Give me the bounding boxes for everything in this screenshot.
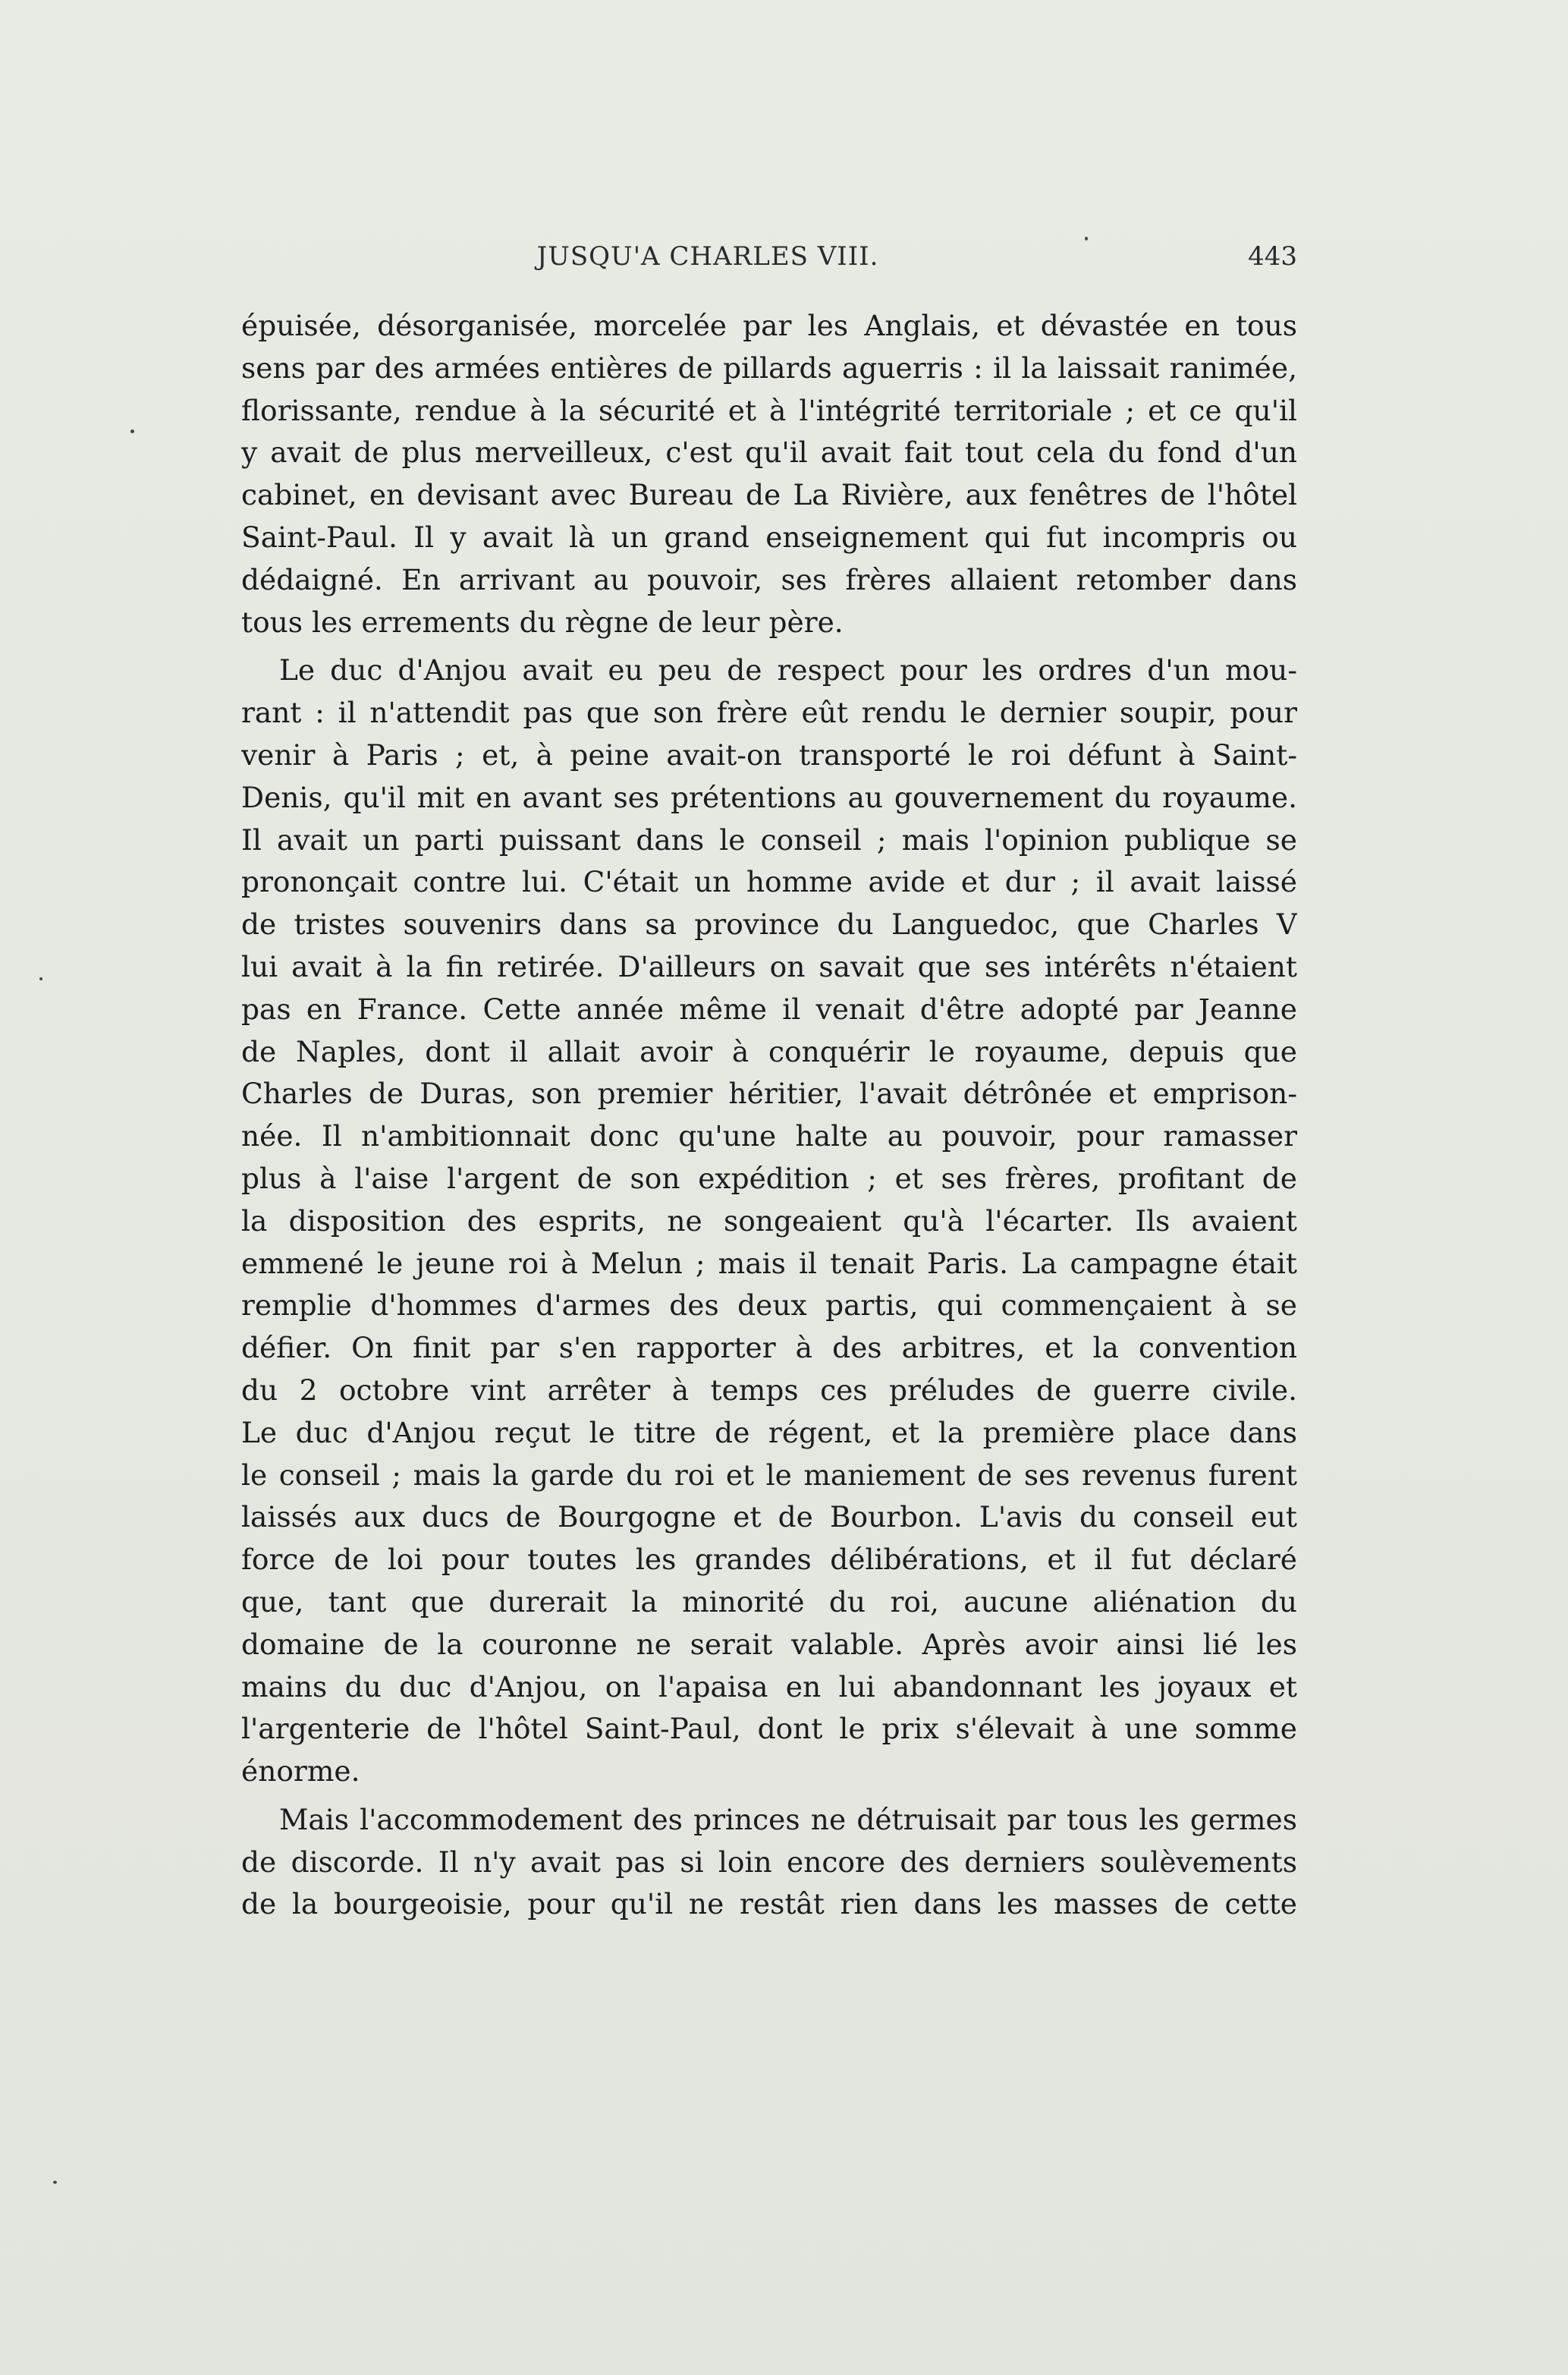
text-line: remplie d'hommes d'armes des deux partis, qui commençaient à se: [241, 1288, 1297, 1323]
text-line: défier. On finit par s'en rapporter à des arbitres, et la convention: [241, 1331, 1297, 1365]
text-line: Denis, qu'il mit en avant ses prétentions au gouvernement du royaume.: [241, 780, 1297, 814]
page-header: [241, 241, 1297, 279]
text-line: Le duc d'Anjou reçut le titre de régent, et la première place dans: [241, 1415, 1297, 1449]
text-line: de la bourgeoisie, pour qu'il ne restât rien dans les masses de cette: [241, 1887, 1297, 1921]
text-line: née. Il n'ambitionnait donc qu'une halte au pouvoir, pour ramasser: [241, 1119, 1297, 1153]
text-line: rant : il n'attendit pas que son frère eût rendu le dernier soupir, pour: [241, 696, 1297, 730]
text-line: la disposition des esprits, ne songeaient qu'à l'écarter. Ils avaient: [241, 1203, 1297, 1238]
text-line: l'argenterie de l'hôtel Saint-Paul, dont le prix s'élevait à une somme: [241, 1712, 1297, 1746]
print-speck: [53, 2181, 57, 2184]
paragraph-gap: [241, 643, 1297, 650]
print-speck: [130, 429, 134, 433]
text-line: lui avait à la fin retirée. D'ailleurs on savait que ses intérêts n'étaient: [241, 949, 1297, 983]
text-line: y avait de plus merveilleux, c'est qu'il avait fait tout cela du fond d'un: [241, 436, 1297, 470]
page-number: 443: [1248, 241, 1297, 272]
body-text: [241, 305, 1297, 1926]
text-line: épuisée, désorganisée, morcelée par les Anglais, et dévastée en tous: [241, 309, 1297, 342]
text-line: Il avait un parti puissant dans le conseil ; mais l'opinion publique se: [241, 823, 1297, 857]
text-line: force de loi pour toutes les grandes délibérations, et il fut déclaré: [241, 1543, 1297, 1577]
paragraph-gap: [241, 1793, 1297, 1799]
text-line: Le duc d'Anjou avait eu peu de respect pour les ordres d'un mou-: [279, 653, 1297, 687]
text-line: Mais l'accommodement des princes ne détruisait par tous les germes: [279, 1802, 1297, 1836]
text-line: que, tant que durerait la minorité du roi, aucune aliénation du: [241, 1584, 1297, 1618]
print-speck: [39, 977, 42, 980]
text-line: pas en France. Cette année même il venait d'être adopté par Jeanne: [241, 992, 1297, 1026]
text-line: laissés aux ducs de Bourgogne et de Bourbon. L'avis du conseil eut: [241, 1500, 1297, 1534]
text-line: mains du duc d'Anjou, on l'apaisa en lui abandonnant les joyaux et: [241, 1669, 1297, 1703]
text-line: de discorde. Il n'y avait pas si loin encore des derniers soulèvements: [241, 1845, 1297, 1879]
text-line: du 2 octobre vint arrêter à temps ces préludes de guerre civile.: [241, 1373, 1297, 1407]
text-line: domaine de la couronne ne serait valable. Après avoir ainsi lié les: [241, 1627, 1297, 1661]
text-line: plus à l'aise l'argent de son expédition ; et ses frères, profitant de: [241, 1161, 1297, 1195]
text-line: cabinet, en devisant avec Bureau de La Rivière, aux fenêtres de l'hôtel: [241, 478, 1297, 512]
paragraph: [241, 650, 1297, 1793]
text-line: le conseil ; mais la garde du roi et le maniement de ses revenus furent: [241, 1458, 1297, 1492]
text-line: florissante, rendue à la sécurité et à l'intégrité territoriale ; et ce qu'il: [241, 393, 1297, 427]
text-line: emmené le jeune roi à Melun ; mais il tenait Paris. La campagne était: [241, 1246, 1297, 1280]
paragraph: [241, 1799, 1297, 1926]
text-line: de tristes souvenirs dans sa province du Languedoc, que Charles V: [241, 908, 1297, 942]
running-title: JUSQU'A CHARLES VIII.: [536, 241, 879, 272]
text-line: dédaigné. En arrivant au pouvoir, ses frères allaient retomber dans: [241, 562, 1297, 596]
text-line: Saint-Paul. Il y avait là un grand enseignement qui fut incompris ou: [241, 520, 1297, 554]
print-speck: [1085, 237, 1088, 241]
paragraph: [241, 305, 1297, 643]
text-line: venir à Paris ; et, à peine avait-on transporté le roi défunt à Saint-: [241, 738, 1297, 772]
text-line: tous les errements du règne de leur père.: [241, 605, 844, 639]
text-line: énorme.: [241, 1754, 360, 1788]
text-line: sens par des armées entières de pillards aguerris : il la laissait ranimée,: [241, 351, 1297, 385]
text-line: prononçait contre lui. C'était un homme avide et dur ; il avait laissé: [241, 865, 1297, 899]
text-line: Charles de Duras, son premier héritier, l'avait détrônée et emprison-: [241, 1077, 1297, 1111]
text-line: de Naples, dont il allait avoir à conquérir le royaume, depuis que: [241, 1034, 1297, 1068]
